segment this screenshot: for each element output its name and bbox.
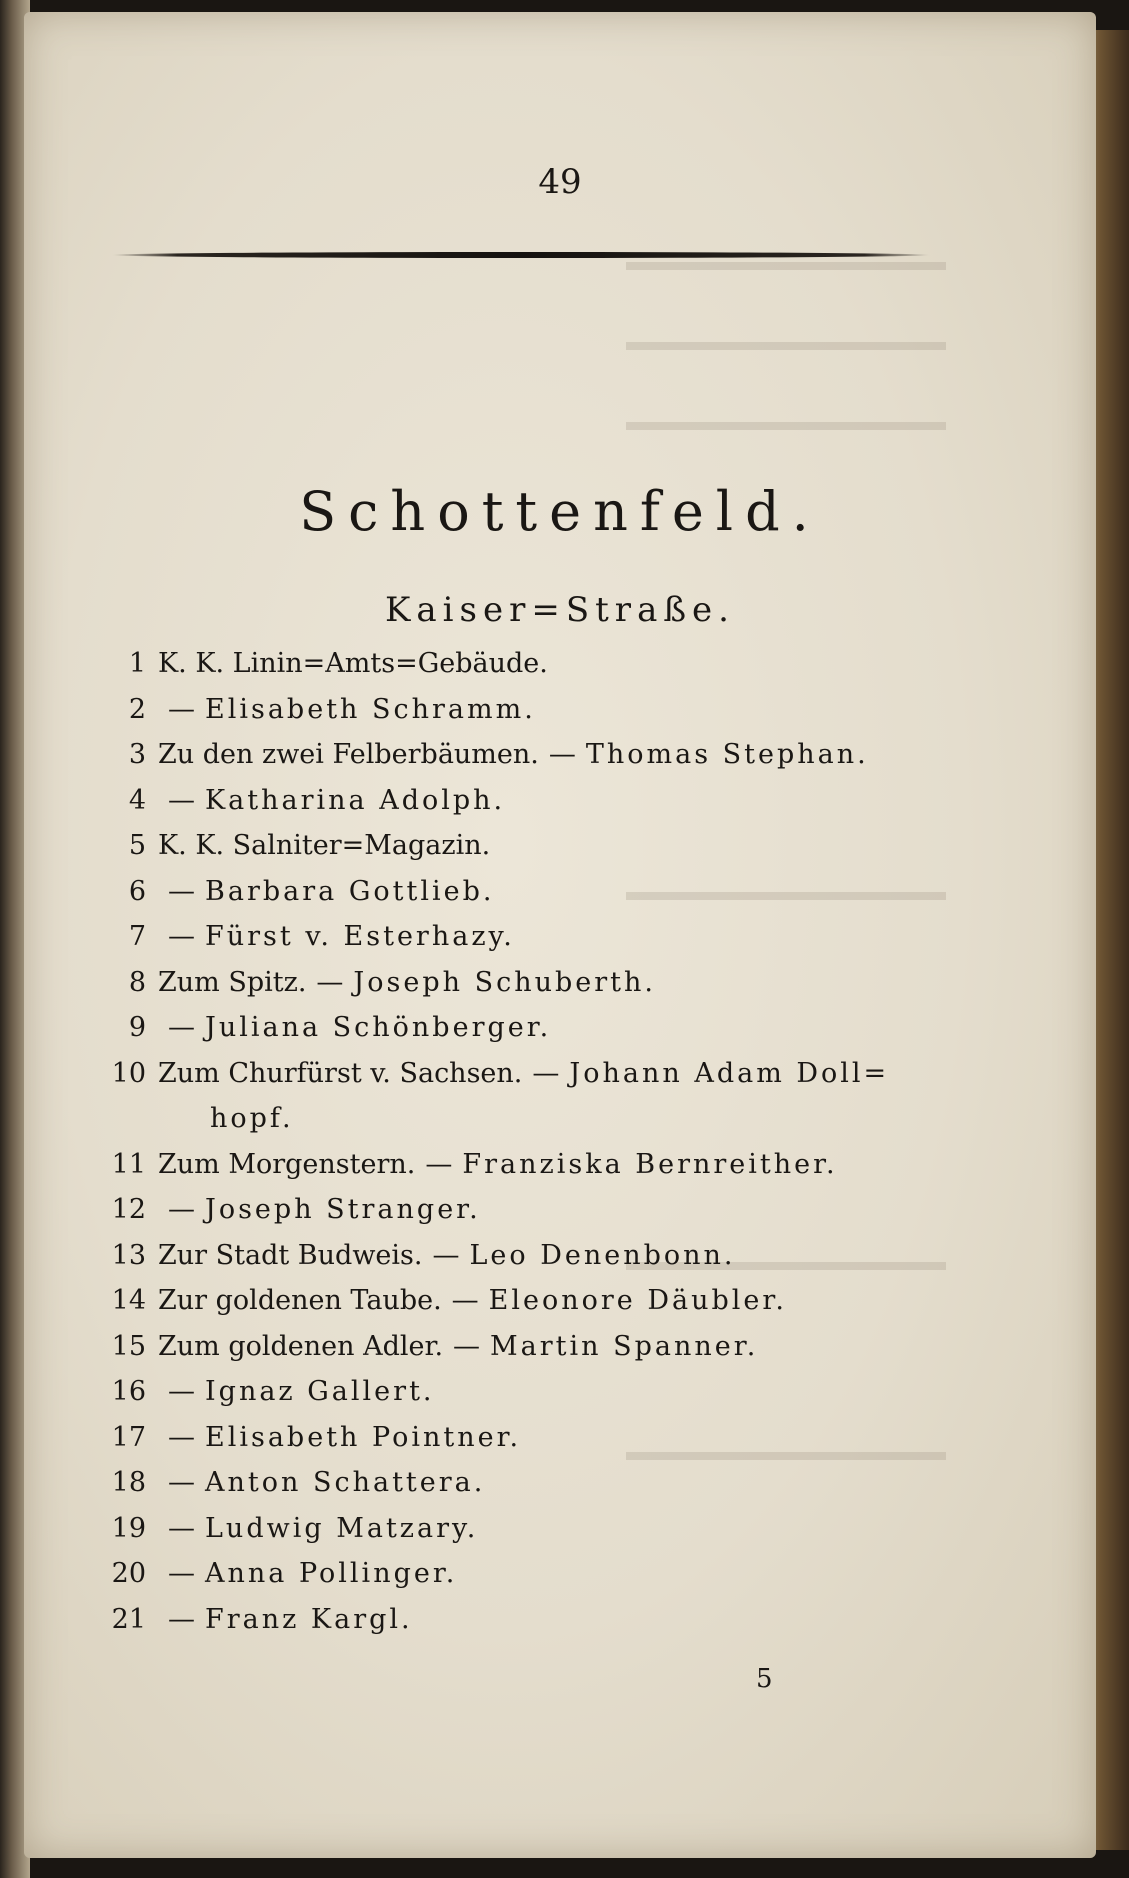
owner-name: Joseph Schuberth. xyxy=(353,967,656,998)
register-entry xyxy=(94,1325,994,1369)
owner-name: Joseph Stranger. xyxy=(205,1194,481,1225)
bleed-through-line xyxy=(626,422,946,430)
house-number: 20 xyxy=(111,1558,146,1589)
owner-name: Ignaz Gallert. xyxy=(205,1376,435,1407)
house-number: 7 xyxy=(128,921,146,952)
dash-separator: — xyxy=(168,876,195,907)
dash-separator: — xyxy=(168,1467,195,1498)
printer-signature-mark: 5 xyxy=(756,1664,773,1694)
street-heading: Kaiser=Straße. xyxy=(385,590,735,630)
dash-separator: — xyxy=(168,921,195,952)
house-sign-name: Zur Stadt Budweis. xyxy=(158,1240,423,1271)
register-entry xyxy=(94,1416,994,1460)
register-entry xyxy=(94,1598,994,1642)
page-number: 49 xyxy=(538,162,582,202)
owner-name: Juliana Schönberger. xyxy=(205,1012,552,1043)
dash-separator: — xyxy=(432,1240,460,1271)
dash-separator: — xyxy=(425,1149,453,1180)
register-entry xyxy=(94,824,994,868)
owner-name: Eleonore Däubler. xyxy=(488,1285,787,1316)
register-entry xyxy=(94,1507,994,1551)
owner-name: Katharina Adolph. xyxy=(205,785,506,816)
register-entry xyxy=(94,961,994,1005)
register-entry xyxy=(94,1006,994,1050)
register-entry xyxy=(94,1370,994,1414)
register-entry xyxy=(94,1052,994,1096)
register-entry xyxy=(94,870,994,914)
bleed-through-line xyxy=(626,342,946,350)
owner-name: Barbara Gottlieb. xyxy=(205,876,495,907)
bleed-through-line xyxy=(626,262,946,270)
house-number: 10 xyxy=(111,1058,146,1089)
house-number: 6 xyxy=(128,876,146,907)
house-number: 19 xyxy=(111,1513,146,1544)
house-number: 12 xyxy=(111,1194,146,1225)
house-number: 13 xyxy=(111,1240,146,1271)
page-sheet xyxy=(24,12,1096,1858)
house-number: 11 xyxy=(111,1149,146,1180)
house-sign-name: Zum Morgenstern. xyxy=(158,1149,416,1180)
house-sign-name: K. K. Salniter=Magazin. xyxy=(158,830,491,861)
dash-separator: — xyxy=(532,1058,560,1089)
house-number: 21 xyxy=(111,1604,146,1635)
register-entry xyxy=(94,688,994,732)
owner-name: Franz Kargl. xyxy=(205,1604,413,1635)
house-number: 16 xyxy=(111,1376,146,1407)
dash-separator: — xyxy=(548,739,576,770)
register-entry xyxy=(94,1188,994,1232)
house-number: 4 xyxy=(128,785,146,816)
register-entry xyxy=(94,1143,994,1187)
house-number: 9 xyxy=(128,1012,146,1043)
house-number: 3 xyxy=(128,739,146,770)
register-entry xyxy=(210,1097,1110,1141)
house-sign-name: Zum goldenen Adler. xyxy=(158,1331,444,1362)
dash-separator: — xyxy=(453,1331,481,1362)
register-entry xyxy=(94,1461,994,1505)
owner-name: hopf. xyxy=(210,1103,294,1134)
dash-separator: — xyxy=(168,1558,195,1589)
house-number: 5 xyxy=(128,830,146,861)
dash-separator: — xyxy=(168,694,195,725)
register-entry xyxy=(94,779,994,823)
house-sign-name: Zu den zwei Felberbäumen. xyxy=(158,739,539,770)
dash-separator: — xyxy=(168,1604,195,1635)
register-entry xyxy=(94,1279,994,1323)
dash-separator: — xyxy=(451,1285,479,1316)
house-number: 1 xyxy=(128,648,146,679)
house-sign-name: K. K. Linin=Amts=Gebäude. xyxy=(158,648,548,679)
owner-name: Johann Adam Doll= xyxy=(569,1058,890,1089)
owner-name: Leo Denenbonn. xyxy=(469,1240,736,1271)
section-title: Schottenfeld. xyxy=(299,480,821,543)
register-entry xyxy=(94,642,994,686)
register-entry xyxy=(94,1552,994,1596)
owner-name: Anna Pollinger. xyxy=(205,1558,458,1589)
house-number: 2 xyxy=(128,694,146,725)
dash-separator: — xyxy=(316,967,344,998)
house-sign-name: Zum Spitz. xyxy=(158,967,307,998)
house-number: 15 xyxy=(111,1331,146,1362)
dash-separator: — xyxy=(168,1012,195,1043)
dash-separator: — xyxy=(168,1513,195,1544)
register-entry xyxy=(94,733,994,777)
owner-name: Thomas Stephan. xyxy=(585,739,869,770)
house-number: 17 xyxy=(111,1422,146,1453)
house-number: 18 xyxy=(111,1467,146,1498)
dash-separator: — xyxy=(168,1422,195,1453)
register-entry xyxy=(94,915,994,959)
house-number: 14 xyxy=(111,1285,146,1316)
house-sign-name: Zum Churfürst v. Sachsen. xyxy=(158,1058,523,1089)
owner-name: Elisabeth Schramm. xyxy=(205,694,536,725)
owner-name: Ludwig Matzary. xyxy=(205,1513,479,1544)
owner-name: Martin Spanner. xyxy=(490,1331,759,1362)
house-number: 8 xyxy=(128,967,146,998)
dash-separator: — xyxy=(168,785,195,816)
register-entry xyxy=(94,1234,994,1278)
header-rule xyxy=(112,252,930,258)
house-sign-name: Zur goldenen Taube. xyxy=(158,1285,442,1316)
dash-separator: — xyxy=(168,1376,195,1407)
owner-name: Franziska Bernreither. xyxy=(462,1149,838,1180)
owner-name: Fürst v. Esterhazy. xyxy=(205,921,515,952)
dash-separator: — xyxy=(168,1194,195,1225)
owner-name: Elisabeth Pointner. xyxy=(205,1422,522,1453)
owner-name: Anton Schattera. xyxy=(205,1467,486,1498)
